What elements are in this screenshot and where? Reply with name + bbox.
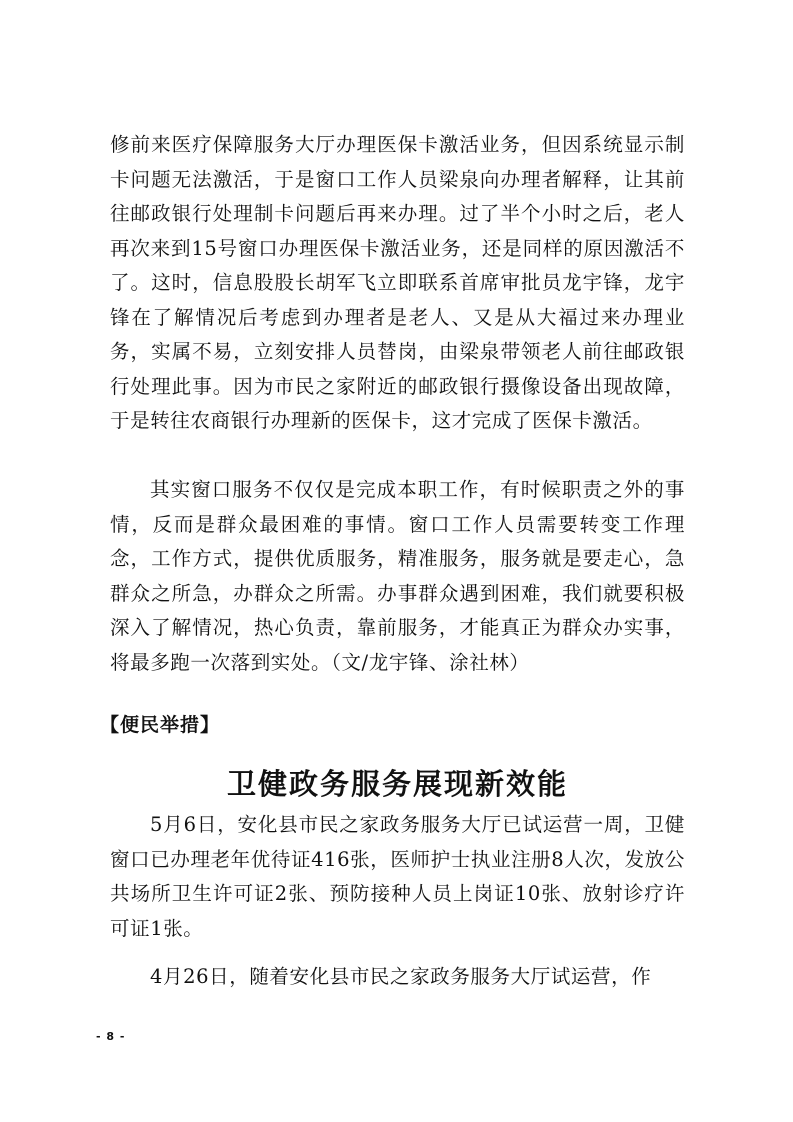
body-paragraph-1: 修前来医疗保障服务大厅办理医保卡激活业务，但因系统显示制卡问题无法激活，于是窗口工作人员梁泉向办理者解释，让其前往邮政银行处理制卡问题后再来办理。过了半个小时之后，老人再次来到15号窗口办理医保卡激活业务，还是同样的原因激活不了。这时，信息股股长胡军飞立即联系首席审批员龙宇锋，龙宇锋在了解情况后考虑到办理者是老人、又是从大福过来办理业务，实属不易，立刻安排人员替岗，由梁泉带领老人前往邮政银行处理此事。因为市民之家附近的邮政银行摄像设备出现故障，于是转往农商银行办理新的医保卡，这才完成了医保卡激活。 [110,133,685,432]
section-label: 【便民举措】 [100,714,221,736]
body-paragraph-2: 其实窗口服务不仅仅是完成本职工作，有时候职责之外的事情，反而是群众最困难的事情。窗口工作人员需要转变工作理念，工作方式，提供优质服务，精准服务，服务就是要走心，急群众之所急，办群众之所需。办事群众遇到困难，我们就要积极深入了解情况，热心负责，靠前服务，才能真正为群众办实事，将最多跑一次落到实处。（文/龙宇锋、涂社林） [110,478,685,674]
article-paragraph-1: 5月6日，安化县市民之家政务服务大厅已试运营一周，卫健窗口已办理老年优待证416张，医师护士执业注册8人次，发放公共场所卫生许可证2张、预防接种人员上岗证10张、放射诊疗许可证1张。 [110,813,685,940]
article-paragraph-2: 4月26日，随着安化县市民之家政务服务大厅试运营，作 [150,965,652,988]
page-number: - 8 - [96,1030,126,1043]
article-title: 卫健政务服务展现新效能 [226,767,568,801]
